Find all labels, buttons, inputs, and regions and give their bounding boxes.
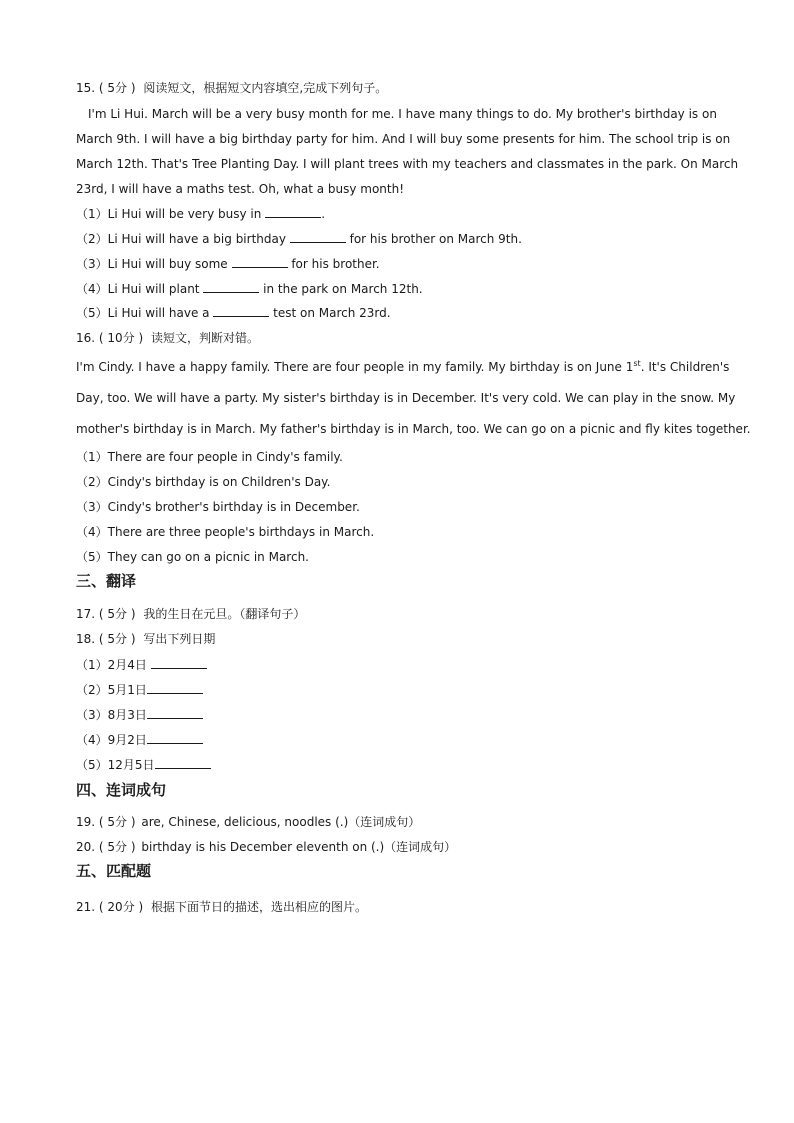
q15-number: 15. <box>76 81 96 95</box>
q18-number: 18. <box>76 632 96 646</box>
item-number: （5） <box>76 550 108 564</box>
item-number: （4） <box>76 525 108 539</box>
item-number: （4） <box>76 733 108 747</box>
ordinal-suffix: st <box>633 359 641 368</box>
passage-text: . It's Children's <box>640 360 730 374</box>
item-text-after: in the park on March 12th. <box>259 282 423 296</box>
q15-item-2 <box>76 231 522 247</box>
q17 <box>76 606 305 622</box>
item-number: （3） <box>76 257 108 271</box>
passage-text: I'm Cindy. I have a happy family. There are four people in my family. My birthday is on June 1 <box>76 360 634 374</box>
item-number: （2） <box>76 232 108 246</box>
item-text: They can go on a picnic in March. <box>107 550 309 564</box>
item-text: Cindy's birthday is on Children's Day. <box>107 475 331 489</box>
q16-item-4 <box>76 524 374 540</box>
q15-passage-line-3: March 12th. That's Tree Planting Day. I will plant trees with my teachers and classmates in the park. On March <box>76 157 739 171</box>
item-number: （2） <box>76 683 108 697</box>
q19-words: are, Chinese, delicious, noodles (.)（连词成句） <box>141 815 421 829</box>
item-text: Cindy's brother's birthday is in December. <box>107 500 360 514</box>
q18-item-4 <box>76 732 203 748</box>
q21-score: ( 20分 ) <box>98 900 144 914</box>
q16-passage-line-1 <box>76 359 729 375</box>
q16-passage-line-3: mother's birthday is in March. My father's birthday is in March, too. We can go on a picnic and fly kites together. <box>76 422 751 436</box>
item-number: （1） <box>76 658 108 672</box>
answer-blank[interactable] <box>213 305 269 317</box>
q15-item-5 <box>76 305 391 321</box>
item-text-after: for his brother on March 9th. <box>345 232 522 246</box>
q20-score: ( 5分 ) <box>98 840 136 854</box>
q21-number: 21. <box>76 900 96 914</box>
q15-item-3 <box>76 256 380 272</box>
item-text: 2月4日 <box>107 658 151 672</box>
q18-header <box>76 631 215 647</box>
q15-passage-line-1: I'm Li Hui. March will be a very busy month for me. I have many things to do. My brother's birthday is on <box>88 107 717 121</box>
q18-item-1 <box>76 657 207 673</box>
q16-score: ( 10分 ) <box>98 331 144 345</box>
item-text-after: test on March 23rd. <box>269 306 391 320</box>
q20 <box>76 839 456 855</box>
q16-item-5 <box>76 549 309 565</box>
item-text: There are four people in Cindy's family. <box>107 450 343 464</box>
item-text-after: . <box>321 207 326 221</box>
item-text: Li Hui will be very busy in <box>107 207 266 221</box>
item-text: 8月3日 <box>107 708 147 722</box>
q17-score: ( 5分 ) <box>98 607 136 621</box>
item-text: 9月2日 <box>107 733 147 747</box>
answer-blank[interactable] <box>151 657 207 669</box>
item-number: （3） <box>76 708 108 722</box>
item-text: Li Hui will buy some <box>107 257 232 271</box>
q18-score: ( 5分 ) <box>98 632 136 646</box>
answer-blank[interactable] <box>265 206 321 218</box>
item-number: （4） <box>76 282 108 296</box>
q19 <box>76 814 420 830</box>
answer-blank[interactable] <box>232 256 288 268</box>
q15-item-1 <box>76 206 325 222</box>
q16-instruction: 读短文，判断对错。 <box>151 331 260 345</box>
q18-item-5 <box>76 757 211 773</box>
q15-passage-line-4: 23rd, I will have a maths test. Oh, what a busy month! <box>76 182 405 196</box>
q16-item-1 <box>76 449 343 465</box>
q15-header <box>76 80 387 96</box>
q15-instruction: 阅读短文，根据短文内容填空,完成下列句子。 <box>143 81 388 95</box>
q19-number: 19. <box>76 815 96 829</box>
q19-score: ( 5分 ) <box>98 815 136 829</box>
item-number: （2） <box>76 475 108 489</box>
q15-item-4 <box>76 281 423 297</box>
q20-number: 20. <box>76 840 96 854</box>
section-heading-sentence-building: 四、连词成句 <box>76 781 167 799</box>
q16-header <box>76 330 259 346</box>
item-text: Li Hui will plant <box>107 282 204 296</box>
q17-number: 17. <box>76 607 96 621</box>
q15-score: ( 5分 ) <box>98 81 136 95</box>
q20-words: birthday is his December eleventh on (.)（连词成句） <box>141 840 457 854</box>
item-text: 12月5日 <box>107 758 155 772</box>
q17-instruction: 我的生日在元旦。（翻译句子） <box>143 607 306 621</box>
q21-instruction: 根据下面节日的描述，选出相应的图片。 <box>151 900 368 914</box>
answer-blank[interactable] <box>147 732 203 744</box>
item-text: Li Hui will have a <box>107 306 214 320</box>
item-number: （5） <box>76 758 108 772</box>
section-heading-matching: 五、匹配题 <box>76 862 152 880</box>
answer-blank[interactable] <box>290 231 346 243</box>
q21 <box>76 899 367 915</box>
answer-blank[interactable] <box>203 281 259 293</box>
q18-instruction: 写出下列日期 <box>143 632 216 646</box>
q16-number: 16. <box>76 331 96 345</box>
item-number: （1） <box>76 450 108 464</box>
q15-passage-line-2: March 9th. I will have a big birthday party for him. And I will buy some presents for him. The school trip is on <box>76 132 731 146</box>
answer-blank[interactable] <box>147 707 203 719</box>
answer-blank[interactable] <box>147 682 203 694</box>
item-number: （1） <box>76 207 108 221</box>
item-text: There are three people's birthdays in March. <box>107 525 375 539</box>
section-heading-translation: 三、翻译 <box>76 572 137 590</box>
q16-item-3 <box>76 499 360 515</box>
q18-item-2 <box>76 682 203 698</box>
q16-passage-line-2: Day, too. We will have a party. My sister's birthday is in December. It's very cold. We can play in the snow. My <box>76 391 736 405</box>
item-text: 5月1日 <box>107 683 147 697</box>
item-number: （3） <box>76 500 108 514</box>
q18-item-3 <box>76 707 203 723</box>
item-text: Li Hui will have a big birthday <box>107 232 290 246</box>
item-text-after: for his brother. <box>287 257 380 271</box>
q16-item-2 <box>76 474 330 490</box>
item-number: （5） <box>76 306 108 320</box>
answer-blank[interactable] <box>155 757 211 769</box>
